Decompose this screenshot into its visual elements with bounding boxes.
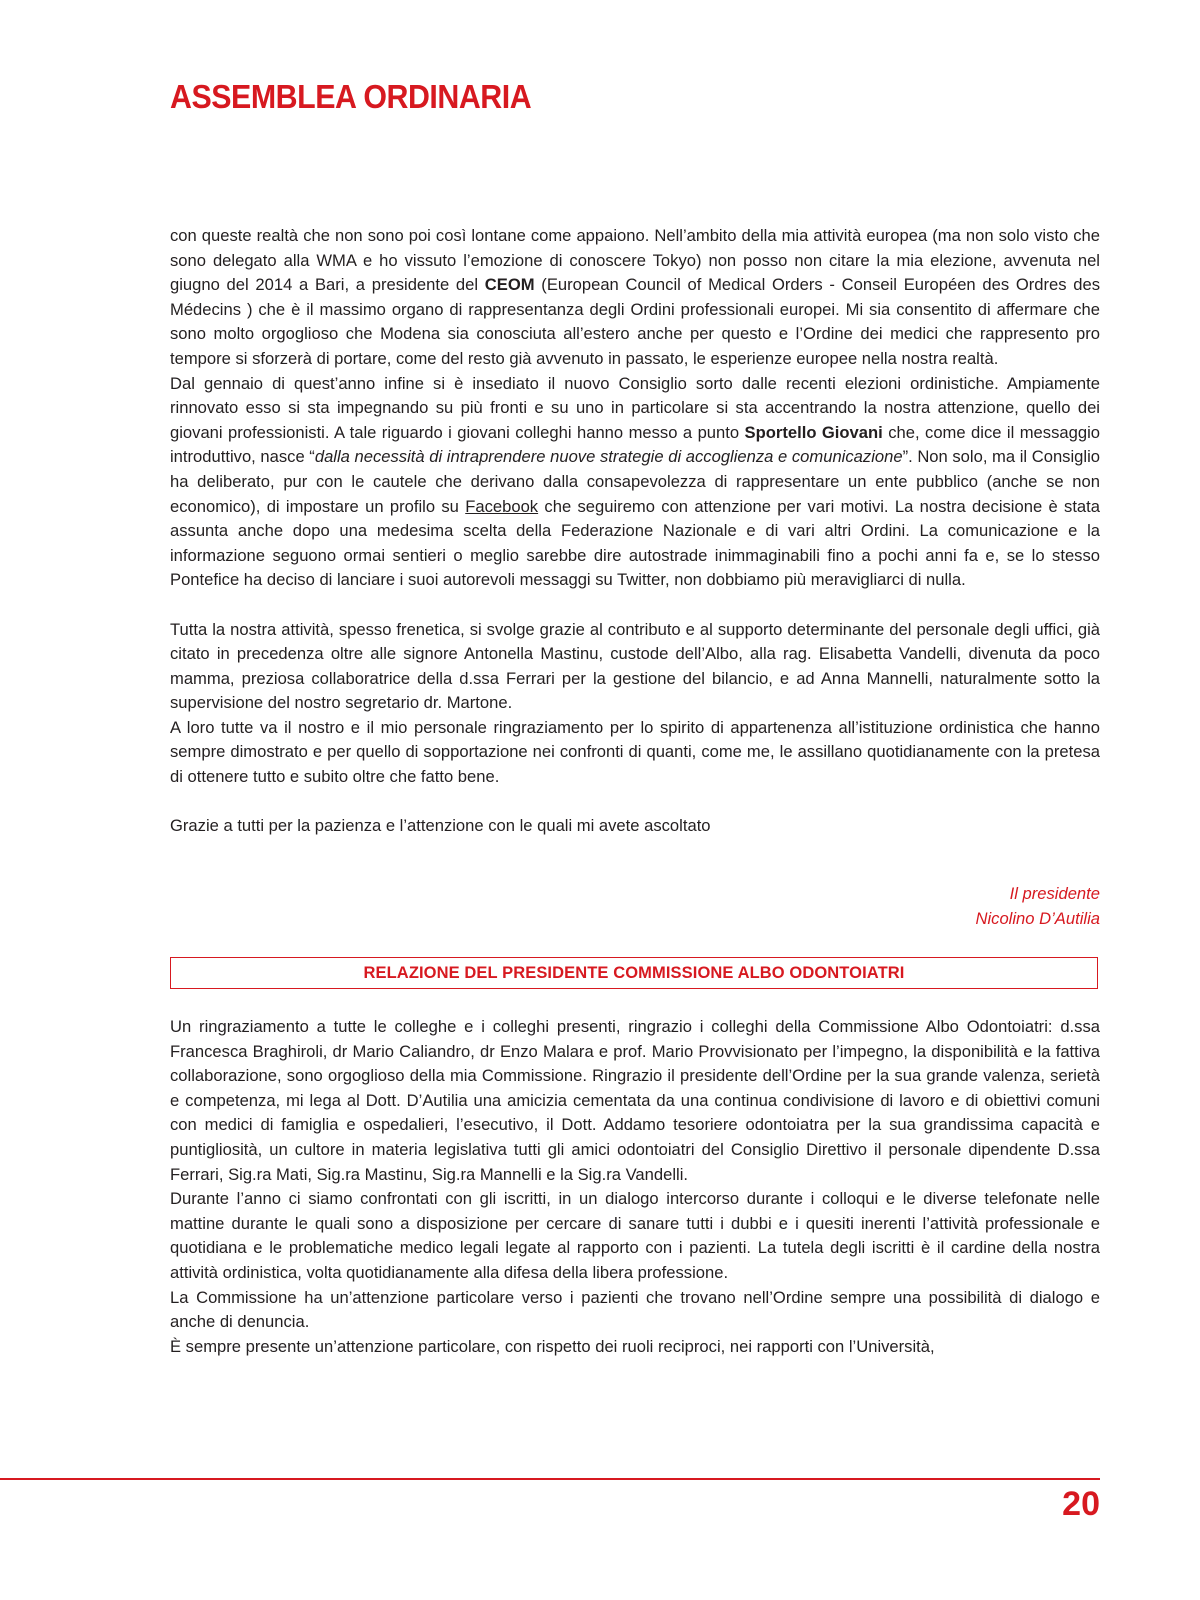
text-run: con queste realtà che non sono poi così lontane come appaiono. Nell’ambito della mia attività europea (ma non solo visto che sono delegato alla WMA e ho vissuto l’emozione di conoscere Tokyo) non posso non citare la mia elezione, avvenuta nel giugno del 2014 a Bari, a presidente del bbox=[170, 226, 1100, 295]
facebook-link[interactable]: Facebook bbox=[465, 496, 539, 516]
paragraph-thanks-commission: Un ringraziamento a tutte le colleghe e i colleghi presenti, ringrazio i colleghi della Commissione Albo Odontoiatri: d.ssa Francesca Braghiroli, dr Mario Caliandro, dr Enzo Malara e prof. Mario Provvisionato per l’impegno, la disponibilità e la fattiva collaborazione, sono orgoglioso della mia Commissione. Ringrazio il presidente dell’Ordine per la sua grande valenza, serietà e competenza, mi lega al Dott. D’Autilia una amicizia cementata da una continua condivisione di lavoro e di obiettivi comuni con medici di famiglia e ospedalieri, l’esecutivo, il Dott. Addamo tesoriere odontoiatra per la sua grandissima capacità e puntigliosità, un cultore in materia legislativa tutti gli amici odontoiatri del Consiglio Direttivo il personale dipendente D.ssa Ferrari, Sig.ra Mati, Sig.ra Mastinu, Sig.ra Mannelli e la Sig.ra Vandelli. bbox=[170, 1017, 1100, 1184]
paragraph-dialogue: Durante l’anno ci siamo confrontati con gli iscritti, in un dialogo intercorso durante i colloqui e le diverse telefonate nelle mattine durante le quali sono a disposizione per cercare di sanare tutti i dubbi e i quesiti inerenti l’attività professionale e quotidiana e le problematiche medico legali legate al rapporto con i pazienti. La tutela degli iscritti è il cardine della nostra attività ordinistica, volta quotidianamente alla difesa della libera professione. bbox=[170, 1189, 1100, 1282]
bold-sportello-giovani: Sportello Giovani bbox=[744, 422, 883, 442]
paragraph-staff: Tutta la nostra attività, spesso frenetica, si svolge grazie al contributo e al supporto determinante del personale degli uffici, già citato in precedenza oltre alle signore Antonella Mastinu, custode dell’Albo, alla rag. Elisabetta Vandelli, divenuta da poco mamma, preziosa collaboratrice della d.ssa Ferrari per la gestione del bilancio, e ad Anna Mannelli, naturalmente sotto la supervisione del nostro segretario dr. Martone. bbox=[170, 619, 1100, 713]
section-heading: RELAZIONE DEL PRESIDENTE COMMISSIONE ALBO ODONTOIATRI bbox=[363, 963, 905, 982]
signature-role: Il presidente bbox=[1009, 884, 1100, 903]
page-number: 20 bbox=[1062, 1485, 1100, 1523]
president-report-body bbox=[170, 224, 1100, 839]
signature-name: Nicolino D’Autilia bbox=[975, 908, 1100, 928]
bold-ceom: CEOM bbox=[484, 275, 535, 295]
italic-quote: dalla necessità di intraprendere nuove strategie di accoglienza e comunicazione bbox=[314, 447, 903, 467]
paragraph-patients: La Commissione ha un’attenzione particolare verso i pazienti che trovano nell’Ordine sempre una possibilità di dialogo e anche di denuncia. bbox=[170, 1287, 1100, 1332]
text-run: ”. Non solo, ma il Consiglio ha deliberato, pur con le cautele che derivano dalla consapevolezza di rappresentare un ente pubblico (anche se non economico), di impostare un profilo su bbox=[170, 447, 1100, 516]
paragraph-university: È sempre presente un’attenzione particolare, con rispetto dei ruoli reciproci, nei rapporti con l’Università, bbox=[170, 1336, 935, 1356]
section-heading-box bbox=[170, 957, 1098, 989]
text-run: che, come dice il messaggio introduttivo, nasce “ bbox=[170, 422, 1100, 467]
text-run: (European Council of Medical Orders - Conseil Européen des Ordres des Médecins ) che è il massimo organo di rappresentanza degli Ordini professionali europei. Mi sia consentito di affermare che sono molto orgoglioso che Modena sia conosciuta all’estero anche per questo e l’Ordine dei medici che rappresento pro tempore si sforzerà di portare, come del resto già avvenuto in passato, le esperienze europee nella nostra realtà. bbox=[170, 275, 1101, 368]
text-run: Dal gennaio di quest’anno infine si è insediato il nuovo Consiglio sorto dalle recenti elezioni ordinistiche. Ampiamente rinnovato esso si sta impegnando su più fronti e su uno in particolare si sta accentrando la nostra attenzione, quello dei giovani professionisti. A tale riguardo i giovani colleghi hanno messo a punto bbox=[170, 373, 1100, 442]
paragraph-ceom bbox=[170, 224, 1100, 372]
odontoiatri-report-body bbox=[170, 1015, 1100, 1359]
page-header-title: ASSEMBLEA ORDINARIA bbox=[170, 78, 532, 115]
text-run: che seguiremo con attenzione per vari motivi. La nostra decisione è stata assunta anche dopo una medesima scelta della Federazione Nazionale e di vari altri Ordini. La comunicazione e la informazione seguono ormai sentieri o meglio sarebbe dire autostrade inimmaginabili fino a pochi anni fa e, se lo stesso Pontefice ha deciso di lanciare i suoi autorevoli messaggi su Twitter, non dobbiamo più meravigliarci di nulla. bbox=[170, 496, 1101, 590]
signature bbox=[700, 882, 1100, 931]
paragraph-closing: Grazie a tutti per la pazienza e l’attenzione con le quali mi avete ascoltato bbox=[170, 816, 711, 836]
paragraph-thanks: A loro tutte va il nostro e il mio personale ringraziamento per lo spirito di appartenenza all’istituzione ordinistica che hanno sempre dimostrato e per quello di sopportazione nei confronti di quanti, come me, le assillano quotidianamente con la pretesa di ottenere tutto e subito oltre che fatto bene. bbox=[170, 717, 1100, 787]
footer-divider bbox=[0, 1478, 1100, 1480]
paragraph-consiglio bbox=[170, 372, 1100, 593]
